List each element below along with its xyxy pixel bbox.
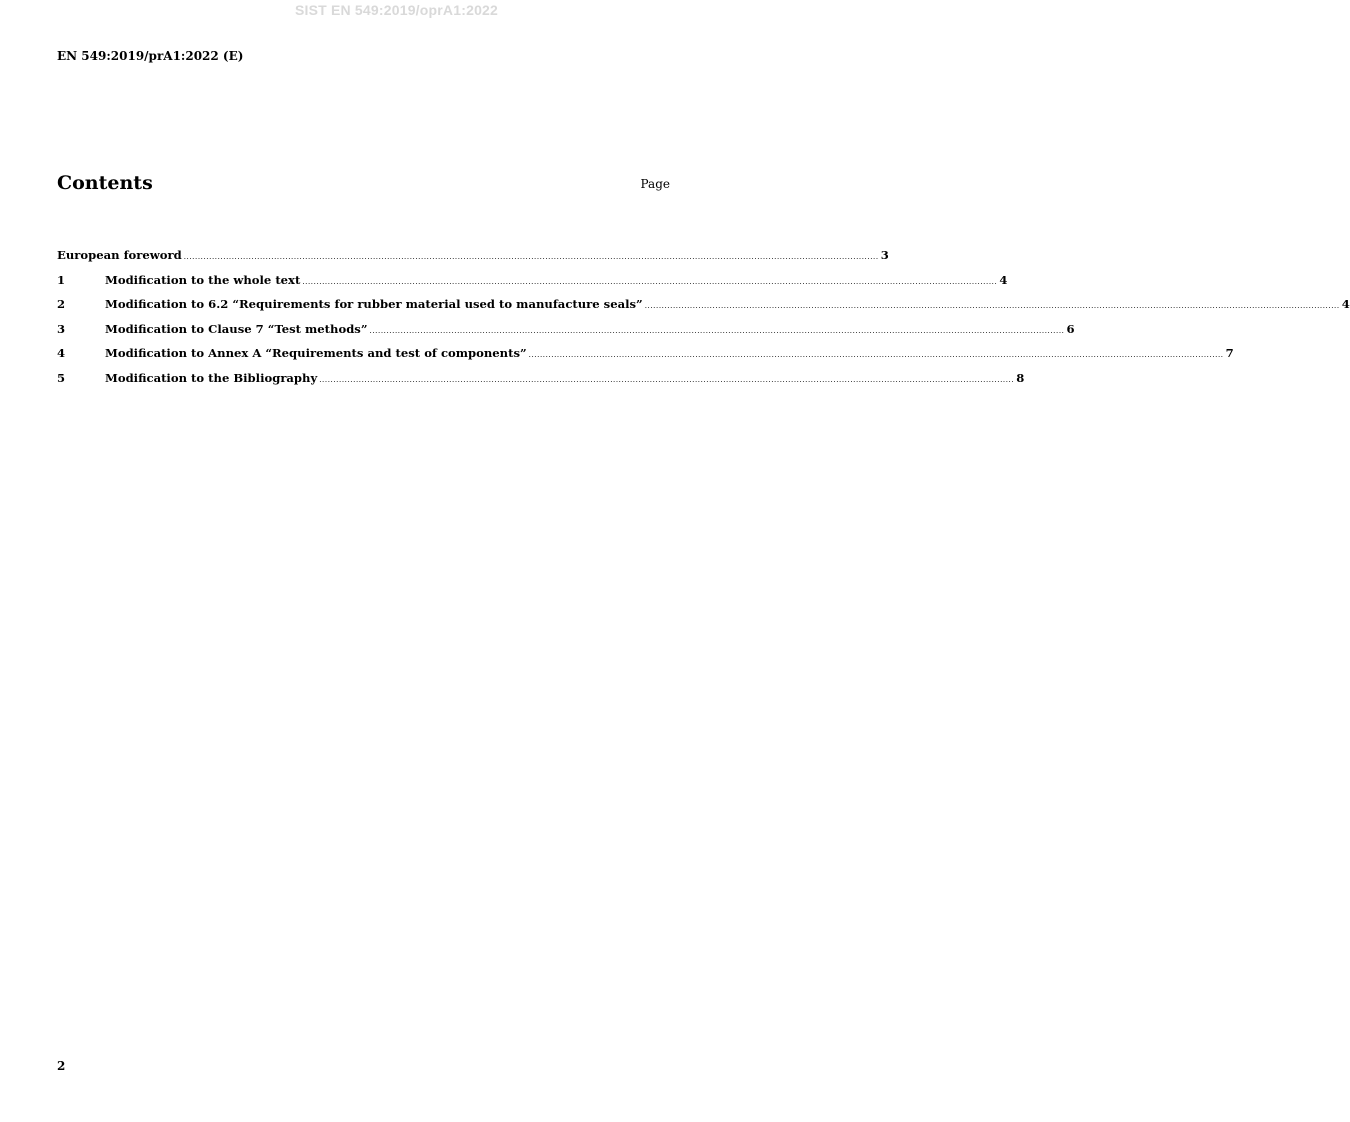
- watermark-text: SIST EN 549:2019/oprA1:2022: [294, 2, 499, 18]
- document-identifier: EN 549:2019/prA1:2022 (E): [57, 49, 244, 63]
- table-of-contents: [57, 248, 1350, 395]
- toc-leader-dots: [645, 302, 1340, 310]
- toc-entry-number: 1: [57, 272, 66, 287]
- page-number: 2: [57, 1059, 66, 1073]
- toc-leader-dots: [184, 253, 879, 261]
- toc-entry-title: Modification to the Bibliography: [105, 370, 318, 385]
- toc-entry-4[interactable]: [57, 346, 1234, 371]
- toc-entry-title: Modification to Annex A “Requirements and test of components”: [105, 346, 527, 360]
- toc-entry-number: 4: [57, 346, 66, 360]
- toc-entry-page: 8: [1016, 370, 1025, 385]
- toc-entry-number: 2: [57, 297, 66, 311]
- toc-entry-title: Modification to Clause 7 “Test methods”: [105, 321, 368, 336]
- contents-heading: Contents: [57, 172, 153, 194]
- toc-entry-page: 6: [1066, 321, 1075, 336]
- toc-entry-foreword[interactable]: [57, 248, 889, 273]
- toc-entry-1[interactable]: [57, 272, 1008, 298]
- toc-entry-title: European foreword: [57, 248, 182, 262]
- toc-leader-dots: [370, 327, 1065, 335]
- toc-leader-dots: [319, 376, 1014, 384]
- toc-entry-title: Modification to the whole text: [105, 272, 301, 287]
- toc-entry-page: 4: [1341, 297, 1350, 311]
- toc-entry-number: 5: [57, 370, 66, 385]
- toc-entry-3[interactable]: [57, 321, 1075, 347]
- toc-leader-dots: [529, 351, 1224, 359]
- toc-entry-5[interactable]: [57, 370, 1025, 396]
- toc-leader-dots: [302, 278, 997, 286]
- toc-entry-page: 3: [880, 248, 889, 262]
- toc-entry-page: 7: [1225, 346, 1234, 360]
- toc-entry-number: 3: [57, 321, 66, 336]
- toc-entry-2[interactable]: [57, 297, 1350, 322]
- toc-entry-page: 4: [999, 272, 1008, 287]
- toc-entry-title: Modification to 6.2 “Requirements for rubber material used to manufacture seals”: [105, 297, 643, 311]
- page-column-label: Page: [640, 177, 670, 191]
